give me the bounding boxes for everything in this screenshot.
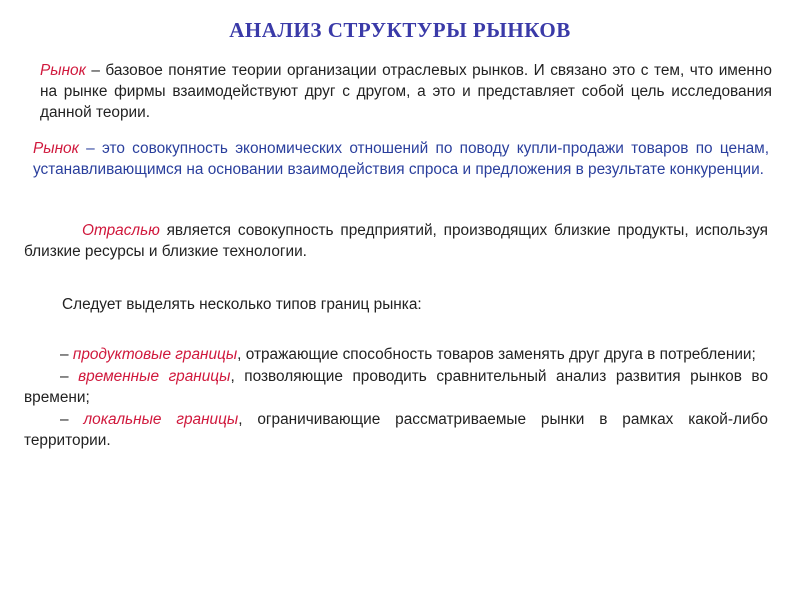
boundary-text: , позволяющие проводить сравнительный анализ развития рынков во времени;	[24, 367, 768, 406]
list-item	[24, 344, 768, 366]
boundaries-list	[24, 344, 768, 452]
boundary-text: , отражающие способность товаров заменять друг друга в потреблении;	[237, 346, 756, 363]
boundary-term: продуктовые границы	[72, 346, 238, 363]
list-dash: –	[60, 410, 84, 428]
list-dash: –	[60, 346, 73, 363]
paragraph-text: – это совокупность экономических отношений по поводу купли-продажи товаров по ценам, устанавливающимся на основании взаимодействия спроса и предложения в результате конкуренции.	[33, 140, 769, 178]
slide-title: АНАЛИЗ СТРУКТУРЫ РЫНКОВ	[229, 18, 571, 42]
paragraph-text: является совокупность предприятий, производящих близкие продукты, используя близкие ресурсы и близкие технологии.	[24, 222, 768, 260]
industry-term: Отраслью	[82, 222, 160, 239]
list-item	[24, 409, 768, 452]
industry-definition-paragraph	[24, 220, 768, 262]
market-term: Рынок	[40, 62, 86, 79]
market-definition-paragraph	[33, 138, 769, 180]
market-term: Рынок	[33, 140, 79, 157]
market-basic-concept-paragraph	[40, 60, 772, 123]
paragraph-text: – базовое понятие теории организации отраслевых рынков. И связано это с тем, что именно на рынке фирмы взаимодействуют друг с другом, а это и представляет собой цель исследования данной теории.	[40, 62, 772, 121]
boundary-term: временные границы	[78, 367, 231, 385]
boundary-text: , ограничивающие рассматриваемые рынки в рамках какой-либо территории.	[24, 410, 768, 449]
boundary-term: локальные границы	[83, 410, 239, 428]
list-item	[24, 366, 768, 409]
boundaries-intro: Следует выделять несколько типов границ рынка:	[62, 296, 422, 313]
list-dash: –	[60, 367, 79, 385]
